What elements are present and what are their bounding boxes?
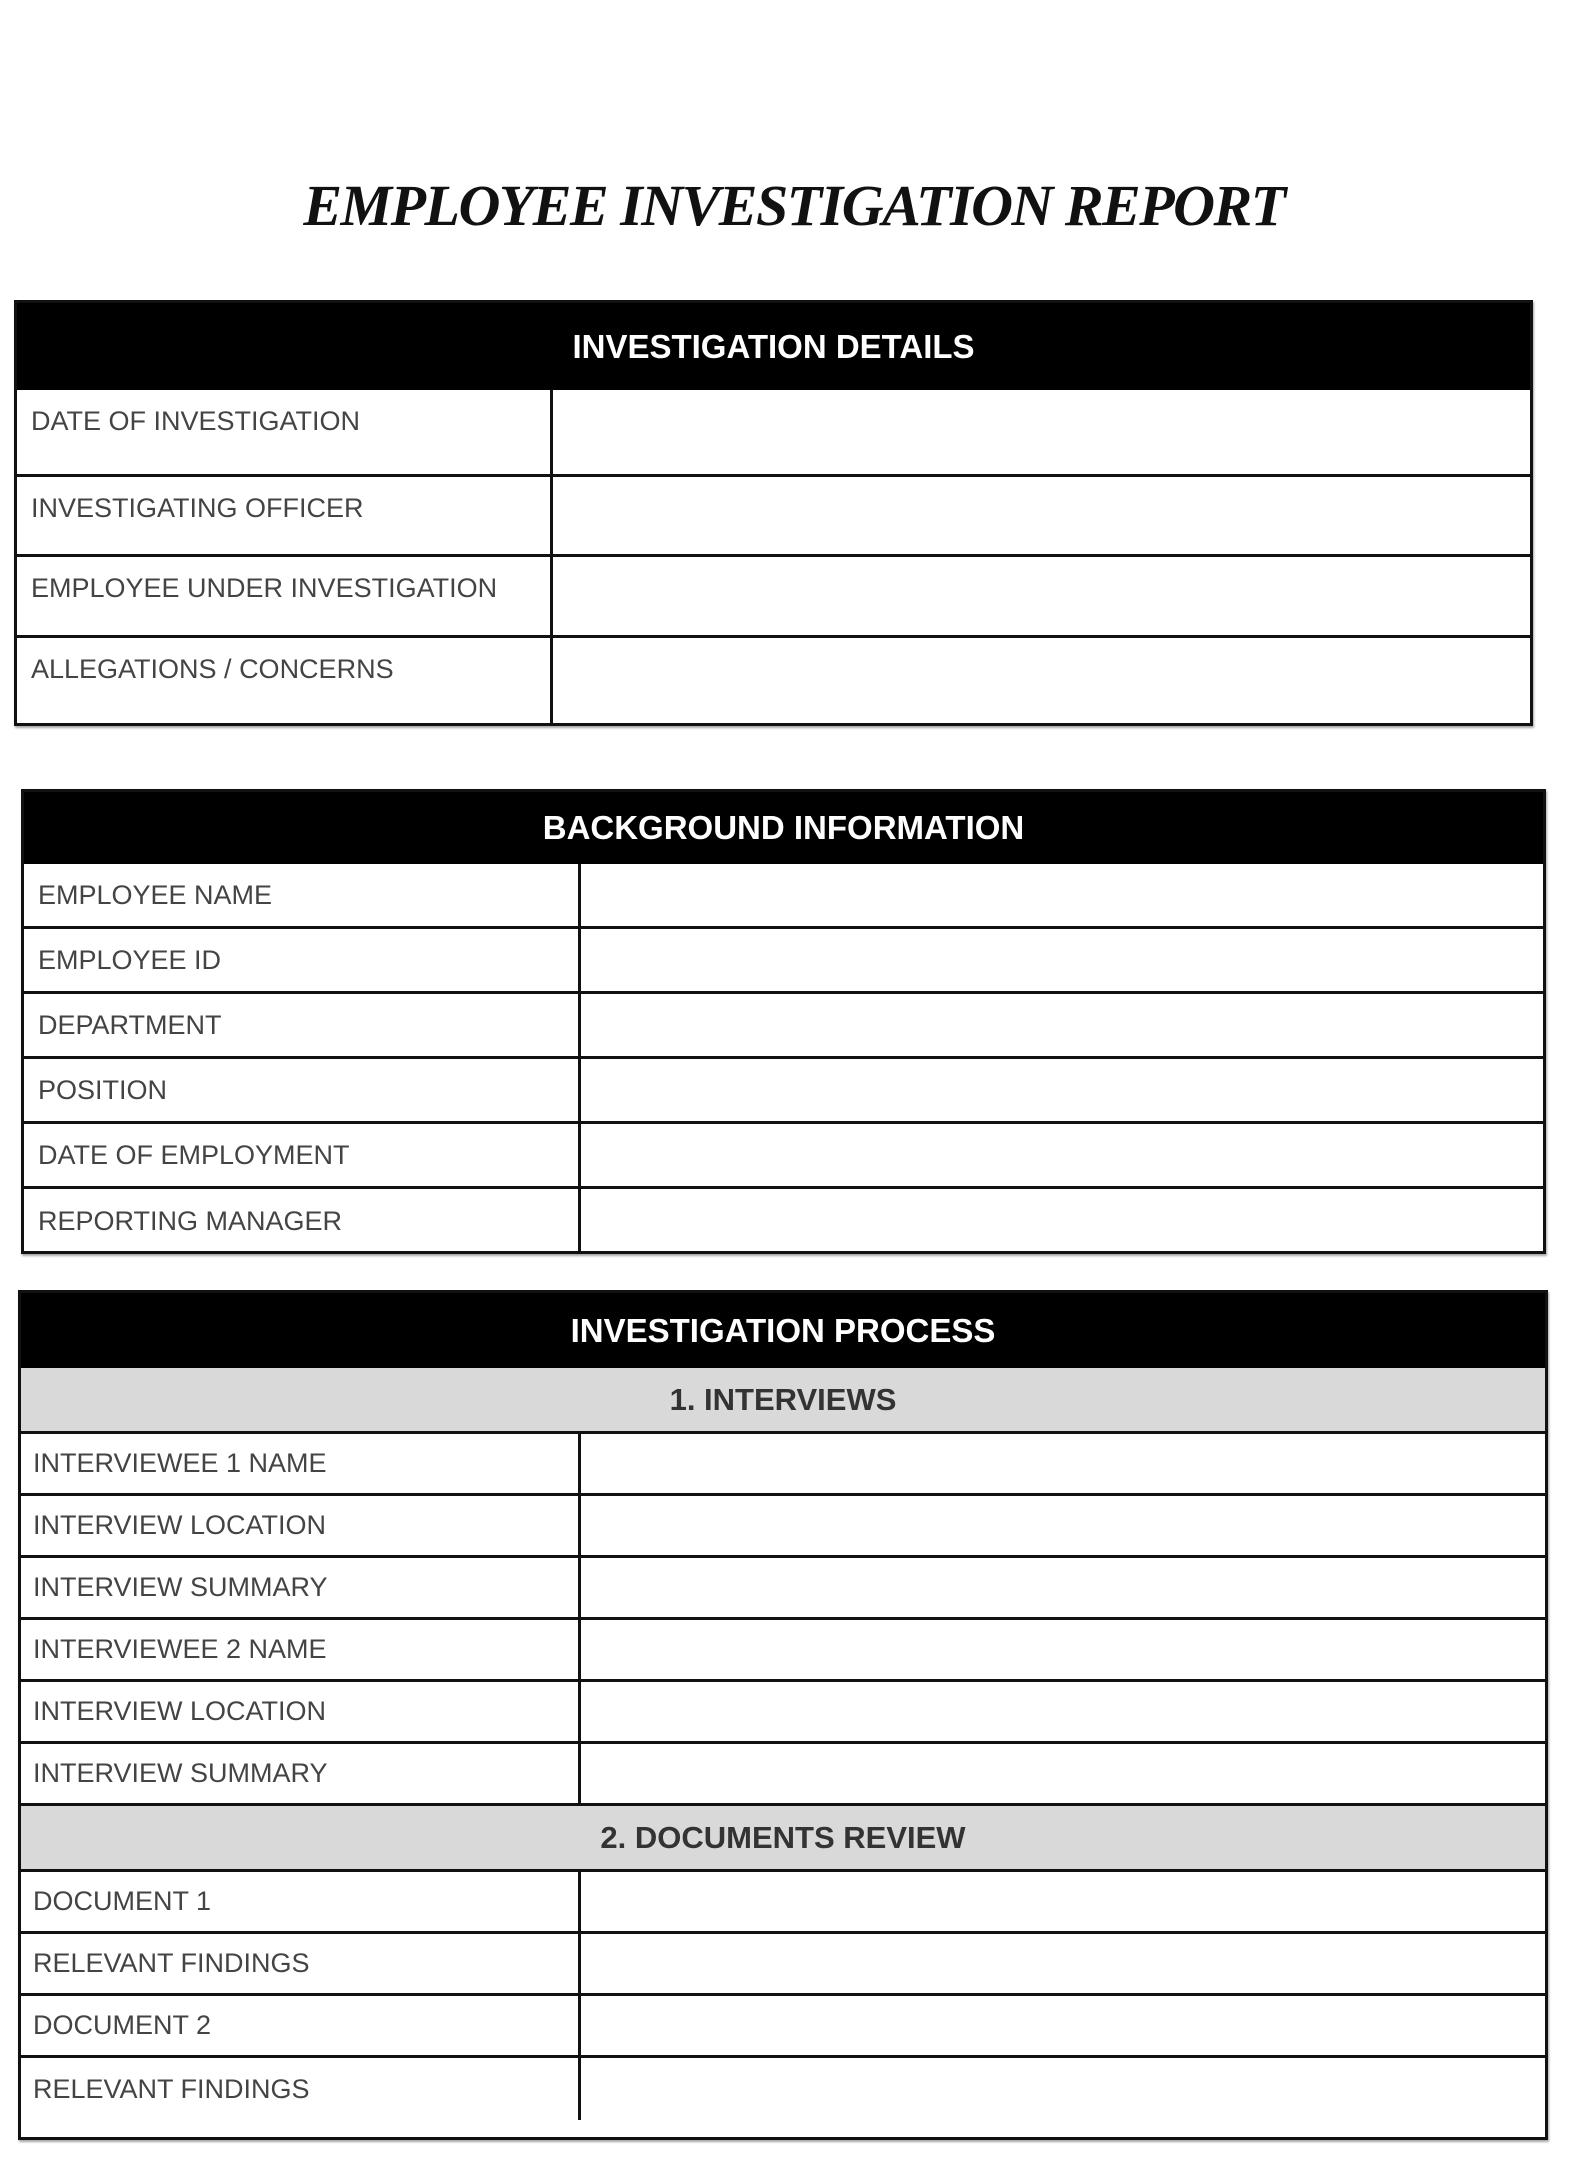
background-information-table bbox=[21, 789, 1546, 1254]
form-row bbox=[24, 1059, 1543, 1124]
form-row bbox=[24, 1124, 1543, 1189]
form-row bbox=[17, 557, 1530, 638]
field-label: INTERVIEWEE 2 NAME bbox=[21, 1620, 581, 1679]
interview-2-summary-field[interactable] bbox=[581, 1744, 1545, 1803]
field-label: DOCUMENT 2 bbox=[21, 1996, 581, 2055]
form-row bbox=[21, 1620, 1545, 1682]
form-row bbox=[21, 1496, 1545, 1558]
form-row bbox=[21, 1744, 1545, 1806]
employee-under-investigation-field[interactable] bbox=[553, 557, 1530, 635]
section-header: BACKGROUND INFORMATION bbox=[24, 792, 1543, 864]
investigating-officer-field[interactable] bbox=[553, 477, 1530, 554]
date-of-employment-field[interactable] bbox=[581, 1124, 1543, 1186]
document-2-findings-field[interactable] bbox=[581, 2058, 1545, 2120]
form-row bbox=[21, 1682, 1545, 1744]
report-title: EMPLOYEE INVESTIGATION REPORT bbox=[303, 173, 1285, 238]
field-label: EMPLOYEE ID bbox=[24, 929, 581, 991]
form-row bbox=[21, 1434, 1545, 1496]
interviews-subheader: 1. INTERVIEWS bbox=[21, 1368, 1545, 1434]
form-row bbox=[21, 1872, 1545, 1934]
interviewee-1-name-field[interactable] bbox=[581, 1434, 1545, 1493]
field-label: REPORTING MANAGER bbox=[24, 1189, 581, 1254]
form-row bbox=[21, 2058, 1545, 2120]
field-label: EMPLOYEE UNDER INVESTIGATION bbox=[17, 557, 553, 635]
section-header: INVESTIGATION PROCESS bbox=[21, 1293, 1545, 1368]
form-row bbox=[17, 638, 1530, 723]
field-label: DATE OF INVESTIGATION bbox=[17, 390, 553, 474]
date-of-investigation-field[interactable] bbox=[553, 390, 1530, 474]
documents-review-subheader: 2. DOCUMENTS REVIEW bbox=[21, 1806, 1545, 1872]
interview-1-summary-field[interactable] bbox=[581, 1558, 1545, 1617]
form-row bbox=[24, 1189, 1543, 1254]
employee-name-field[interactable] bbox=[581, 864, 1543, 926]
form-row bbox=[21, 1934, 1545, 1996]
field-label: DOCUMENT 1 bbox=[21, 1872, 581, 1931]
field-label: INTERVIEW SUMMARY bbox=[21, 1744, 581, 1803]
department-field[interactable] bbox=[581, 994, 1543, 1056]
field-label: INTERVIEW LOCATION bbox=[21, 1682, 581, 1741]
field-label: INVESTIGATING OFFICER bbox=[17, 477, 553, 554]
reporting-manager-field[interactable] bbox=[581, 1189, 1543, 1254]
form-row bbox=[17, 390, 1530, 477]
employee-id-field[interactable] bbox=[581, 929, 1543, 991]
field-label: RELEVANT FINDINGS bbox=[21, 1934, 581, 1993]
field-label: INTERVIEWEE 1 NAME bbox=[21, 1434, 581, 1493]
field-label: INTERVIEW SUMMARY bbox=[21, 1558, 581, 1617]
interview-1-location-field[interactable] bbox=[581, 1496, 1545, 1555]
form-row bbox=[24, 864, 1543, 929]
form-row bbox=[24, 929, 1543, 994]
field-label: INTERVIEW LOCATION bbox=[21, 1496, 581, 1555]
field-label: DATE OF EMPLOYMENT bbox=[24, 1124, 581, 1186]
field-label: POSITION bbox=[24, 1059, 581, 1121]
investigation-process-table bbox=[18, 1290, 1548, 2140]
field-label: ALLEGATIONS / CONCERNS bbox=[17, 638, 553, 723]
investigation-details-table bbox=[14, 300, 1533, 726]
field-label: EMPLOYEE NAME bbox=[24, 864, 581, 926]
document-1-findings-field[interactable] bbox=[581, 1934, 1545, 1993]
form-row bbox=[17, 477, 1530, 557]
position-field[interactable] bbox=[581, 1059, 1543, 1121]
document-2-field[interactable] bbox=[581, 1996, 1545, 2055]
interview-2-location-field[interactable] bbox=[581, 1682, 1545, 1741]
field-label: RELEVANT FINDINGS bbox=[21, 2058, 581, 2120]
form-row bbox=[21, 1996, 1545, 2058]
allegations-field[interactable] bbox=[553, 638, 1530, 723]
section-header: INVESTIGATION DETAILS bbox=[17, 303, 1530, 390]
form-row bbox=[21, 1558, 1545, 1620]
field-label: DEPARTMENT bbox=[24, 994, 581, 1056]
document-1-field[interactable] bbox=[581, 1872, 1545, 1931]
interviewee-2-name-field[interactable] bbox=[581, 1620, 1545, 1679]
form-row bbox=[24, 994, 1543, 1059]
